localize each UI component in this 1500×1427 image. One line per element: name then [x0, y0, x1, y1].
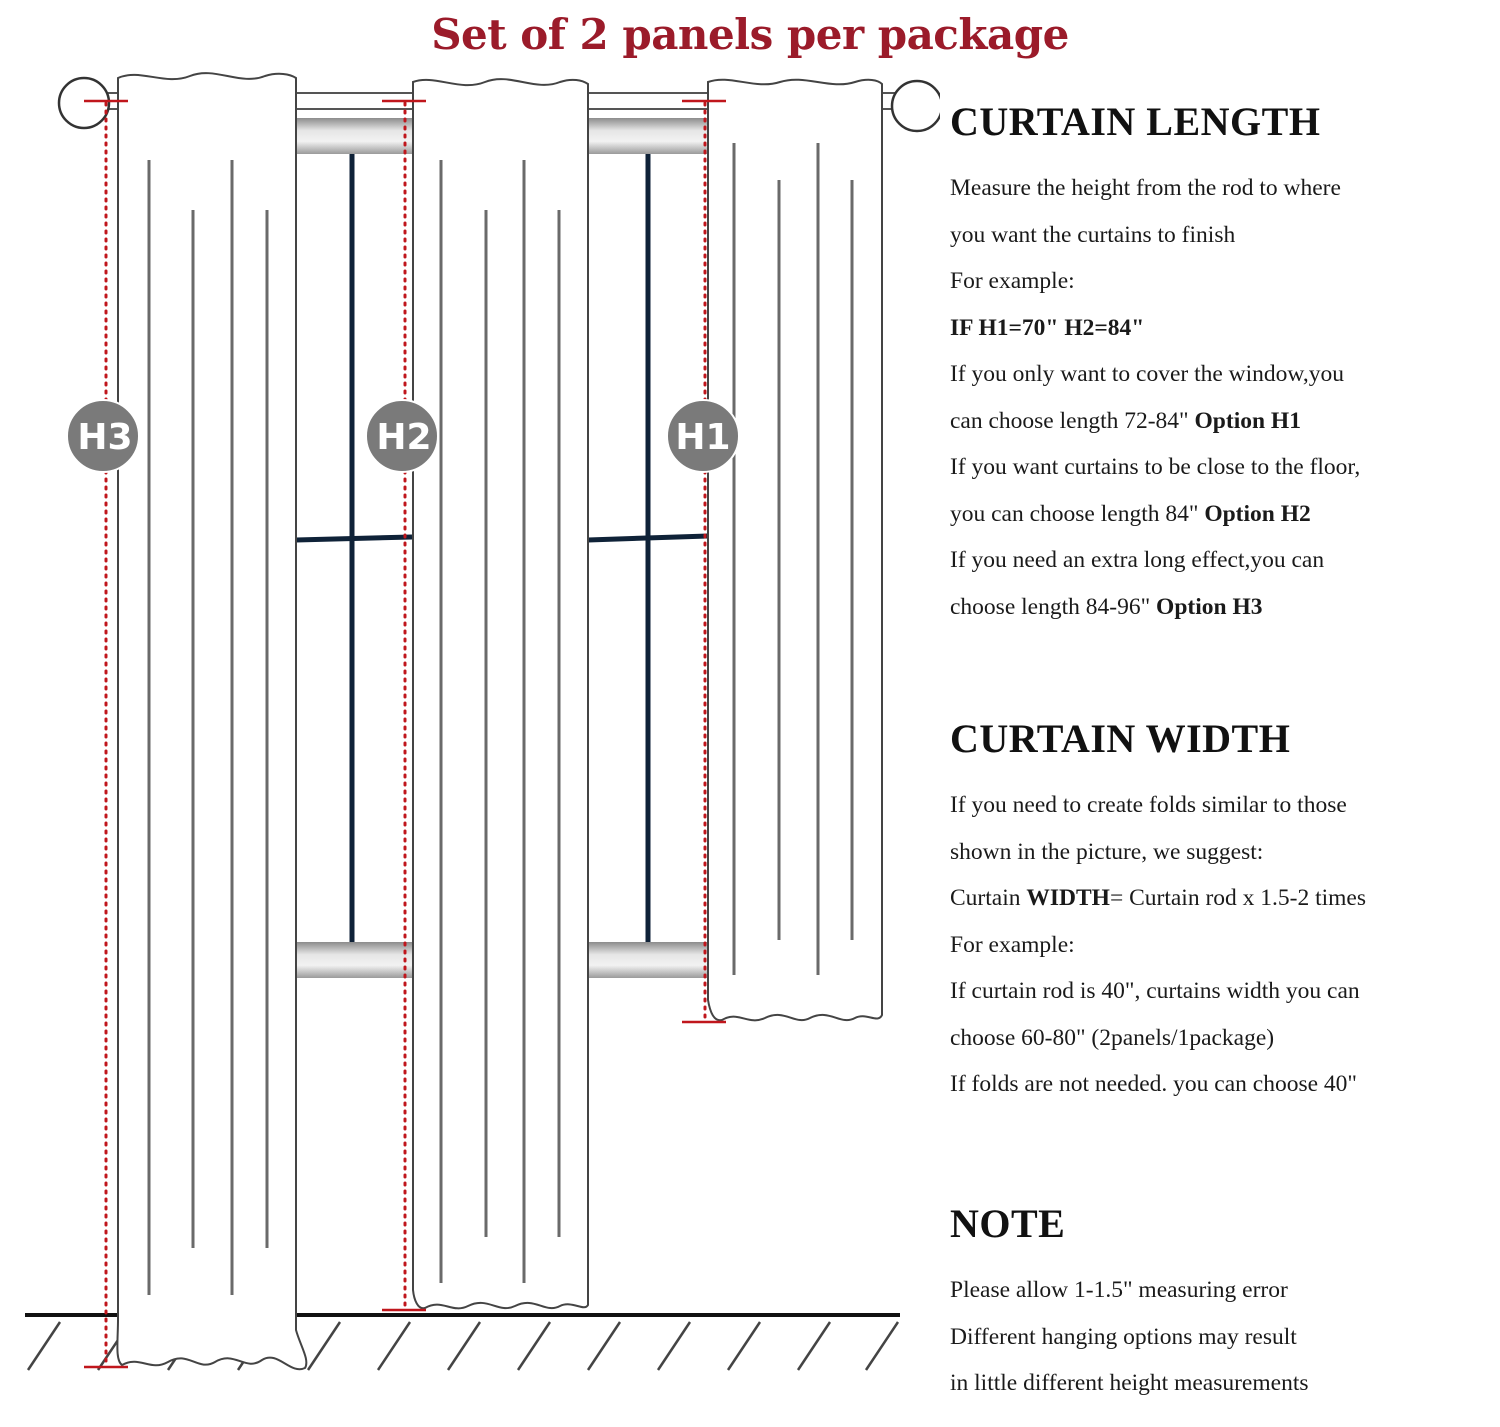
rod-finial-left — [59, 78, 109, 128]
width-line-6: choose 60-80" (2panels/1package) — [950, 1024, 1275, 1051]
marker-h3-label: H3 — [77, 417, 133, 458]
note-line-3: in little different height measurements — [950, 1370, 1309, 1396]
marker-h1 — [667, 400, 739, 472]
length-example-values: IF H1=70" H2=84" — [950, 314, 1145, 341]
length-line-6 — [950, 398, 1490, 445]
curtain-length-heading: CURTAIN LENGTH — [950, 99, 1321, 144]
length-line-7: If you want curtains to be close to the floor, — [950, 454, 1361, 480]
marker-h2 — [366, 400, 438, 472]
curtain-panel-h2 — [413, 79, 588, 1308]
note-line-2: Different hanging options may result — [950, 1323, 1297, 1350]
width-line-7: If folds are not needed. you can choose 40" — [950, 1071, 1357, 1097]
length-line-8 — [950, 491, 1490, 538]
rod-finial-right — [892, 81, 940, 131]
curtain-width-text — [950, 782, 1490, 1108]
width-line-3-pre: Curtain — [950, 885, 1027, 911]
marker-h1-label: H1 — [675, 417, 731, 458]
curtain-length-text — [950, 165, 1490, 630]
marker-h3 — [67, 400, 139, 472]
note-line-1: Please allow 1-1.5" measuring error — [950, 1277, 1288, 1303]
curtain-panel-h3 — [117, 73, 306, 1369]
width-line-4: For example: — [950, 931, 1075, 958]
option-h3-label: Option H3 — [1156, 593, 1263, 620]
curtain-width-heading: CURTAIN WIDTH — [950, 716, 1291, 761]
length-line-10 — [950, 584, 1490, 631]
option-h1-label: Option H1 — [1194, 407, 1301, 434]
length-line-2: you want the curtains to finish — [950, 221, 1236, 248]
width-formula-label: WIDTH — [1026, 885, 1110, 911]
length-line-9: If you need an extra long effect,you can — [950, 547, 1325, 573]
option-h2-label: Option H2 — [1204, 500, 1311, 527]
page-title: Set of 2 panels per package — [431, 10, 1069, 59]
length-line-4 — [950, 305, 1490, 352]
curtain-panel-h1 — [708, 80, 882, 1021]
length-line-10-text: choose length 84-96" — [950, 593, 1157, 620]
width-line-3-post: = Curtain rod x 1.5-2 times — [1109, 885, 1367, 911]
length-line-1: Measure the height from the rod to where — [950, 175, 1341, 201]
width-line-3 — [950, 875, 1490, 922]
length-line-6-text: can choose length 72-84" — [950, 407, 1195, 434]
marker-h2-label: H2 — [376, 417, 432, 458]
width-line-1: If you need to create folds similar to those — [950, 792, 1347, 818]
length-line-5: If you only want to cover the window,you — [950, 361, 1344, 387]
note-text — [950, 1267, 1490, 1407]
note-heading: NOTE — [950, 1201, 1066, 1246]
width-line-5: If curtain rod is 40", curtains width you can — [950, 978, 1360, 1004]
length-line-3: For example: — [950, 268, 1075, 294]
length-line-8-text: you can choose length 84" — [950, 500, 1205, 527]
width-line-2: shown in the picture, we suggest: — [950, 838, 1264, 865]
